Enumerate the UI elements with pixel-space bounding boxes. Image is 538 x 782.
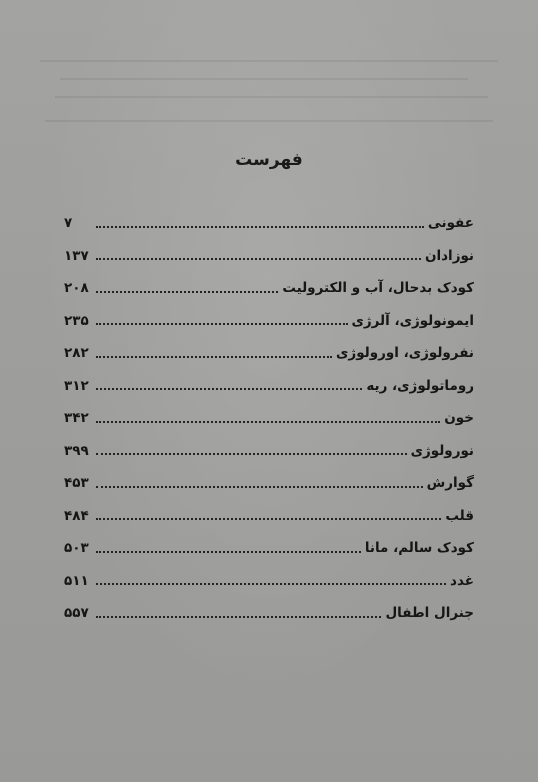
toc-entry bbox=[64, 198, 474, 231]
toc-entry-label: کودک بدحال، آب و الکترولیت bbox=[282, 280, 474, 296]
dot-leader bbox=[96, 322, 348, 325]
toc-entry bbox=[64, 393, 474, 426]
dot-leader bbox=[96, 582, 446, 585]
toc-entry bbox=[64, 491, 474, 524]
toc-entry-label: روماتولوژی، ریه bbox=[366, 377, 474, 394]
dot-leader bbox=[96, 517, 441, 520]
dot-leader bbox=[96, 615, 381, 618]
bleed-through-line bbox=[45, 120, 493, 122]
toc-entry-page: ۳۱۲ bbox=[64, 377, 89, 394]
table-of-contents bbox=[64, 198, 474, 621]
toc-entry-label: عفونی bbox=[427, 215, 474, 231]
bleed-through-line bbox=[55, 96, 488, 98]
toc-entry-page: ۷ bbox=[64, 215, 73, 231]
toc-entry-page: ۵۱۱ bbox=[64, 572, 89, 589]
toc-entry bbox=[64, 263, 474, 296]
toc-entry-page: ۴۸۴ bbox=[64, 507, 89, 524]
toc-entry-page: ۳۹۹ bbox=[64, 442, 89, 459]
toc-entry bbox=[64, 231, 474, 264]
toc-entry bbox=[64, 426, 474, 459]
toc-entry bbox=[64, 523, 474, 556]
toc-entry-page: ۲۸۲ bbox=[64, 345, 89, 361]
bleed-through-line bbox=[60, 78, 468, 80]
toc-entry-label: نوزادان bbox=[424, 247, 474, 264]
toc-entry-page: ۵۵۷ bbox=[64, 605, 89, 621]
dot-leader bbox=[96, 257, 421, 260]
toc-entry-label: خون bbox=[444, 410, 474, 426]
toc-entry bbox=[64, 588, 474, 621]
toc-entry bbox=[64, 328, 474, 361]
page-title: فهرست bbox=[235, 150, 303, 170]
toc-entry-label: جنرال اطفال bbox=[385, 605, 474, 621]
dot-leader bbox=[96, 420, 440, 423]
toc-entry-label: ایمونولوژی، آلرژی bbox=[351, 312, 474, 329]
dot-leader bbox=[96, 452, 407, 455]
dot-leader bbox=[96, 550, 361, 553]
toc-entry-label: گوارش bbox=[426, 475, 474, 491]
bleed-through-line bbox=[40, 60, 498, 62]
toc-entry-page: ۲۰۸ bbox=[64, 280, 89, 296]
dot-leader bbox=[96, 355, 332, 358]
dot-leader bbox=[96, 290, 278, 293]
toc-entry-label: نفرولوژی، اورولوژی bbox=[336, 345, 474, 361]
dot-leader bbox=[96, 485, 423, 488]
toc-entry-page: ۵۰۳ bbox=[64, 540, 89, 556]
toc-entry-label: کودک سالم، مانا bbox=[364, 540, 474, 556]
toc-entry-page: ۲۳۵ bbox=[64, 312, 89, 329]
toc-entry-page: ۴۵۳ bbox=[64, 475, 89, 491]
dot-leader bbox=[96, 387, 362, 390]
toc-entry-label: نورولوژی bbox=[410, 442, 474, 459]
toc-entry-label: قلب bbox=[445, 507, 474, 524]
toc-entry bbox=[64, 556, 474, 589]
toc-entry bbox=[64, 458, 474, 491]
toc-entry-page: ۳۴۲ bbox=[64, 410, 89, 426]
dot-leader bbox=[96, 225, 424, 228]
toc-entry-page: ۱۳۷ bbox=[64, 247, 89, 264]
toc-entry-label: غدد bbox=[450, 572, 474, 589]
toc-entry bbox=[64, 296, 474, 329]
toc-entry bbox=[64, 361, 474, 394]
